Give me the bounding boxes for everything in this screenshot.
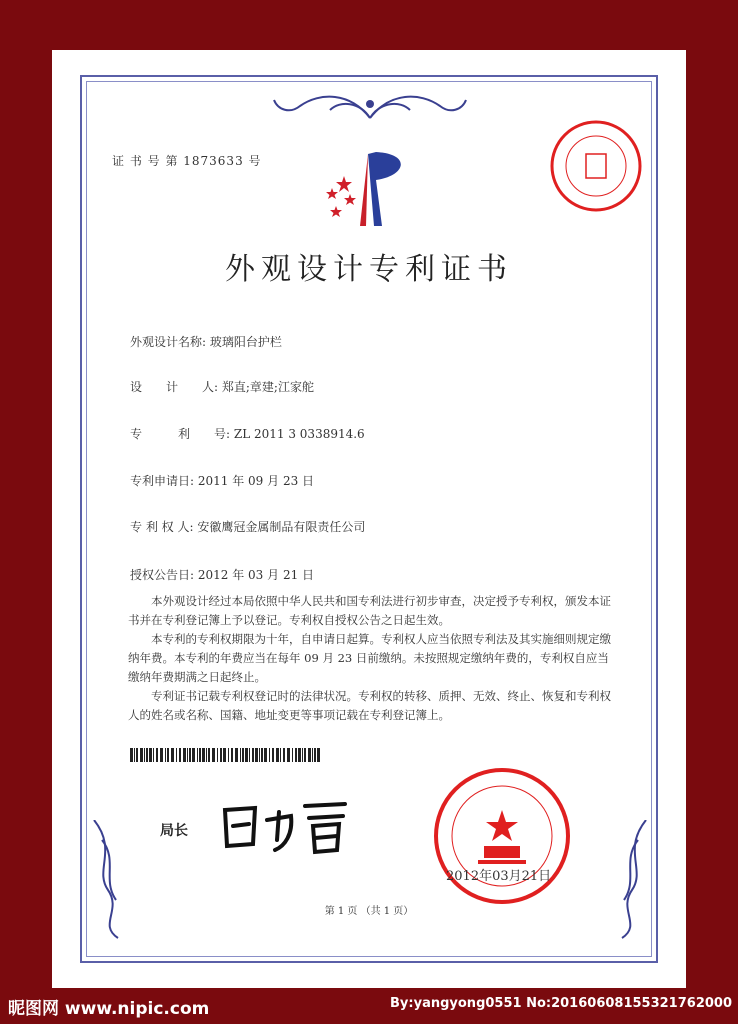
announce-date-label: 授权公告日: bbox=[130, 568, 195, 582]
patent-number-value: ZL 2011 3 0338914.6 bbox=[233, 427, 365, 441]
top-right-seal-icon bbox=[548, 118, 644, 214]
watermark-left: 昵图网 www.nipic.com bbox=[8, 999, 210, 1019]
filing-date-label: 专利申请日: bbox=[130, 474, 195, 488]
director-signature-icon bbox=[205, 790, 365, 860]
field-patentee bbox=[130, 518, 365, 535]
field-announce-date bbox=[130, 566, 314, 583]
announce-date-value: 2012 年 03 月 21 日 bbox=[197, 568, 315, 582]
certificate-body bbox=[128, 592, 618, 725]
patent-number-label: 专 利 号: bbox=[130, 427, 231, 441]
field-patent-number bbox=[130, 425, 365, 442]
field-filing-date bbox=[130, 472, 314, 489]
patentee-label: 专 利 权 人: bbox=[130, 520, 194, 534]
patent-office-logo-icon bbox=[316, 150, 416, 230]
body-paragraph-1: 本外观设计经过本局依照中华人民共和国专利法进行初步审查，决定授予专利权，颁发本证书并在专利登记簿上予以登记。专利权自授权公告之日起生效。 bbox=[128, 594, 611, 627]
field-design-name bbox=[130, 333, 282, 350]
designer-label: 设 计 人: bbox=[130, 380, 219, 394]
body-paragraph-3: 专利证书记载专利权登记时的法律状况。专利权的转移、质押、无效、终止、恢复和专利权人的姓名或名称、国籍、地址变更等事项记载在专利登记簿上。 bbox=[128, 689, 611, 722]
barcode-icon bbox=[130, 748, 320, 762]
designer-value: 郑直;章建;江家舵 bbox=[221, 380, 314, 394]
seal-date: 2012年03月21日 bbox=[446, 869, 552, 884]
top-ornament bbox=[270, 88, 470, 124]
body-paragraph-2: 本专利的专利权期限为十年，自申请日起算。专利权人应当依照专利法及其实施细则规定缴纳年费。本专利的年费应当在每年 09 月 23 日前缴纳。未按照规定缴纳年费的，专利权自应当缴纳年费期满之日起终止。 bbox=[128, 632, 611, 684]
certificate-number: 证 书 号 第 1873633 号 bbox=[112, 154, 262, 168]
certificate-title: 外观设计专利证书 bbox=[225, 252, 513, 287]
bottom-right-ornament bbox=[612, 820, 652, 940]
bottom-left-ornament bbox=[88, 820, 128, 940]
page-number: 第 1 页 （共 1 页） bbox=[324, 906, 414, 917]
patentee-value: 安徽鹰冠金属制品有限责任公司 bbox=[197, 520, 366, 534]
field-designer bbox=[130, 378, 314, 395]
design-name-value: 玻璃阳台护栏 bbox=[209, 335, 282, 349]
filing-date-value: 2011 年 09 月 23 日 bbox=[197, 474, 315, 488]
design-name-label: 外观设计名称: bbox=[130, 335, 207, 349]
watermark-right: By:yangyong0551 No:20160608155321762000 bbox=[390, 996, 732, 1011]
director-label: 局长 bbox=[160, 823, 188, 839]
national-seal-icon bbox=[432, 766, 572, 906]
